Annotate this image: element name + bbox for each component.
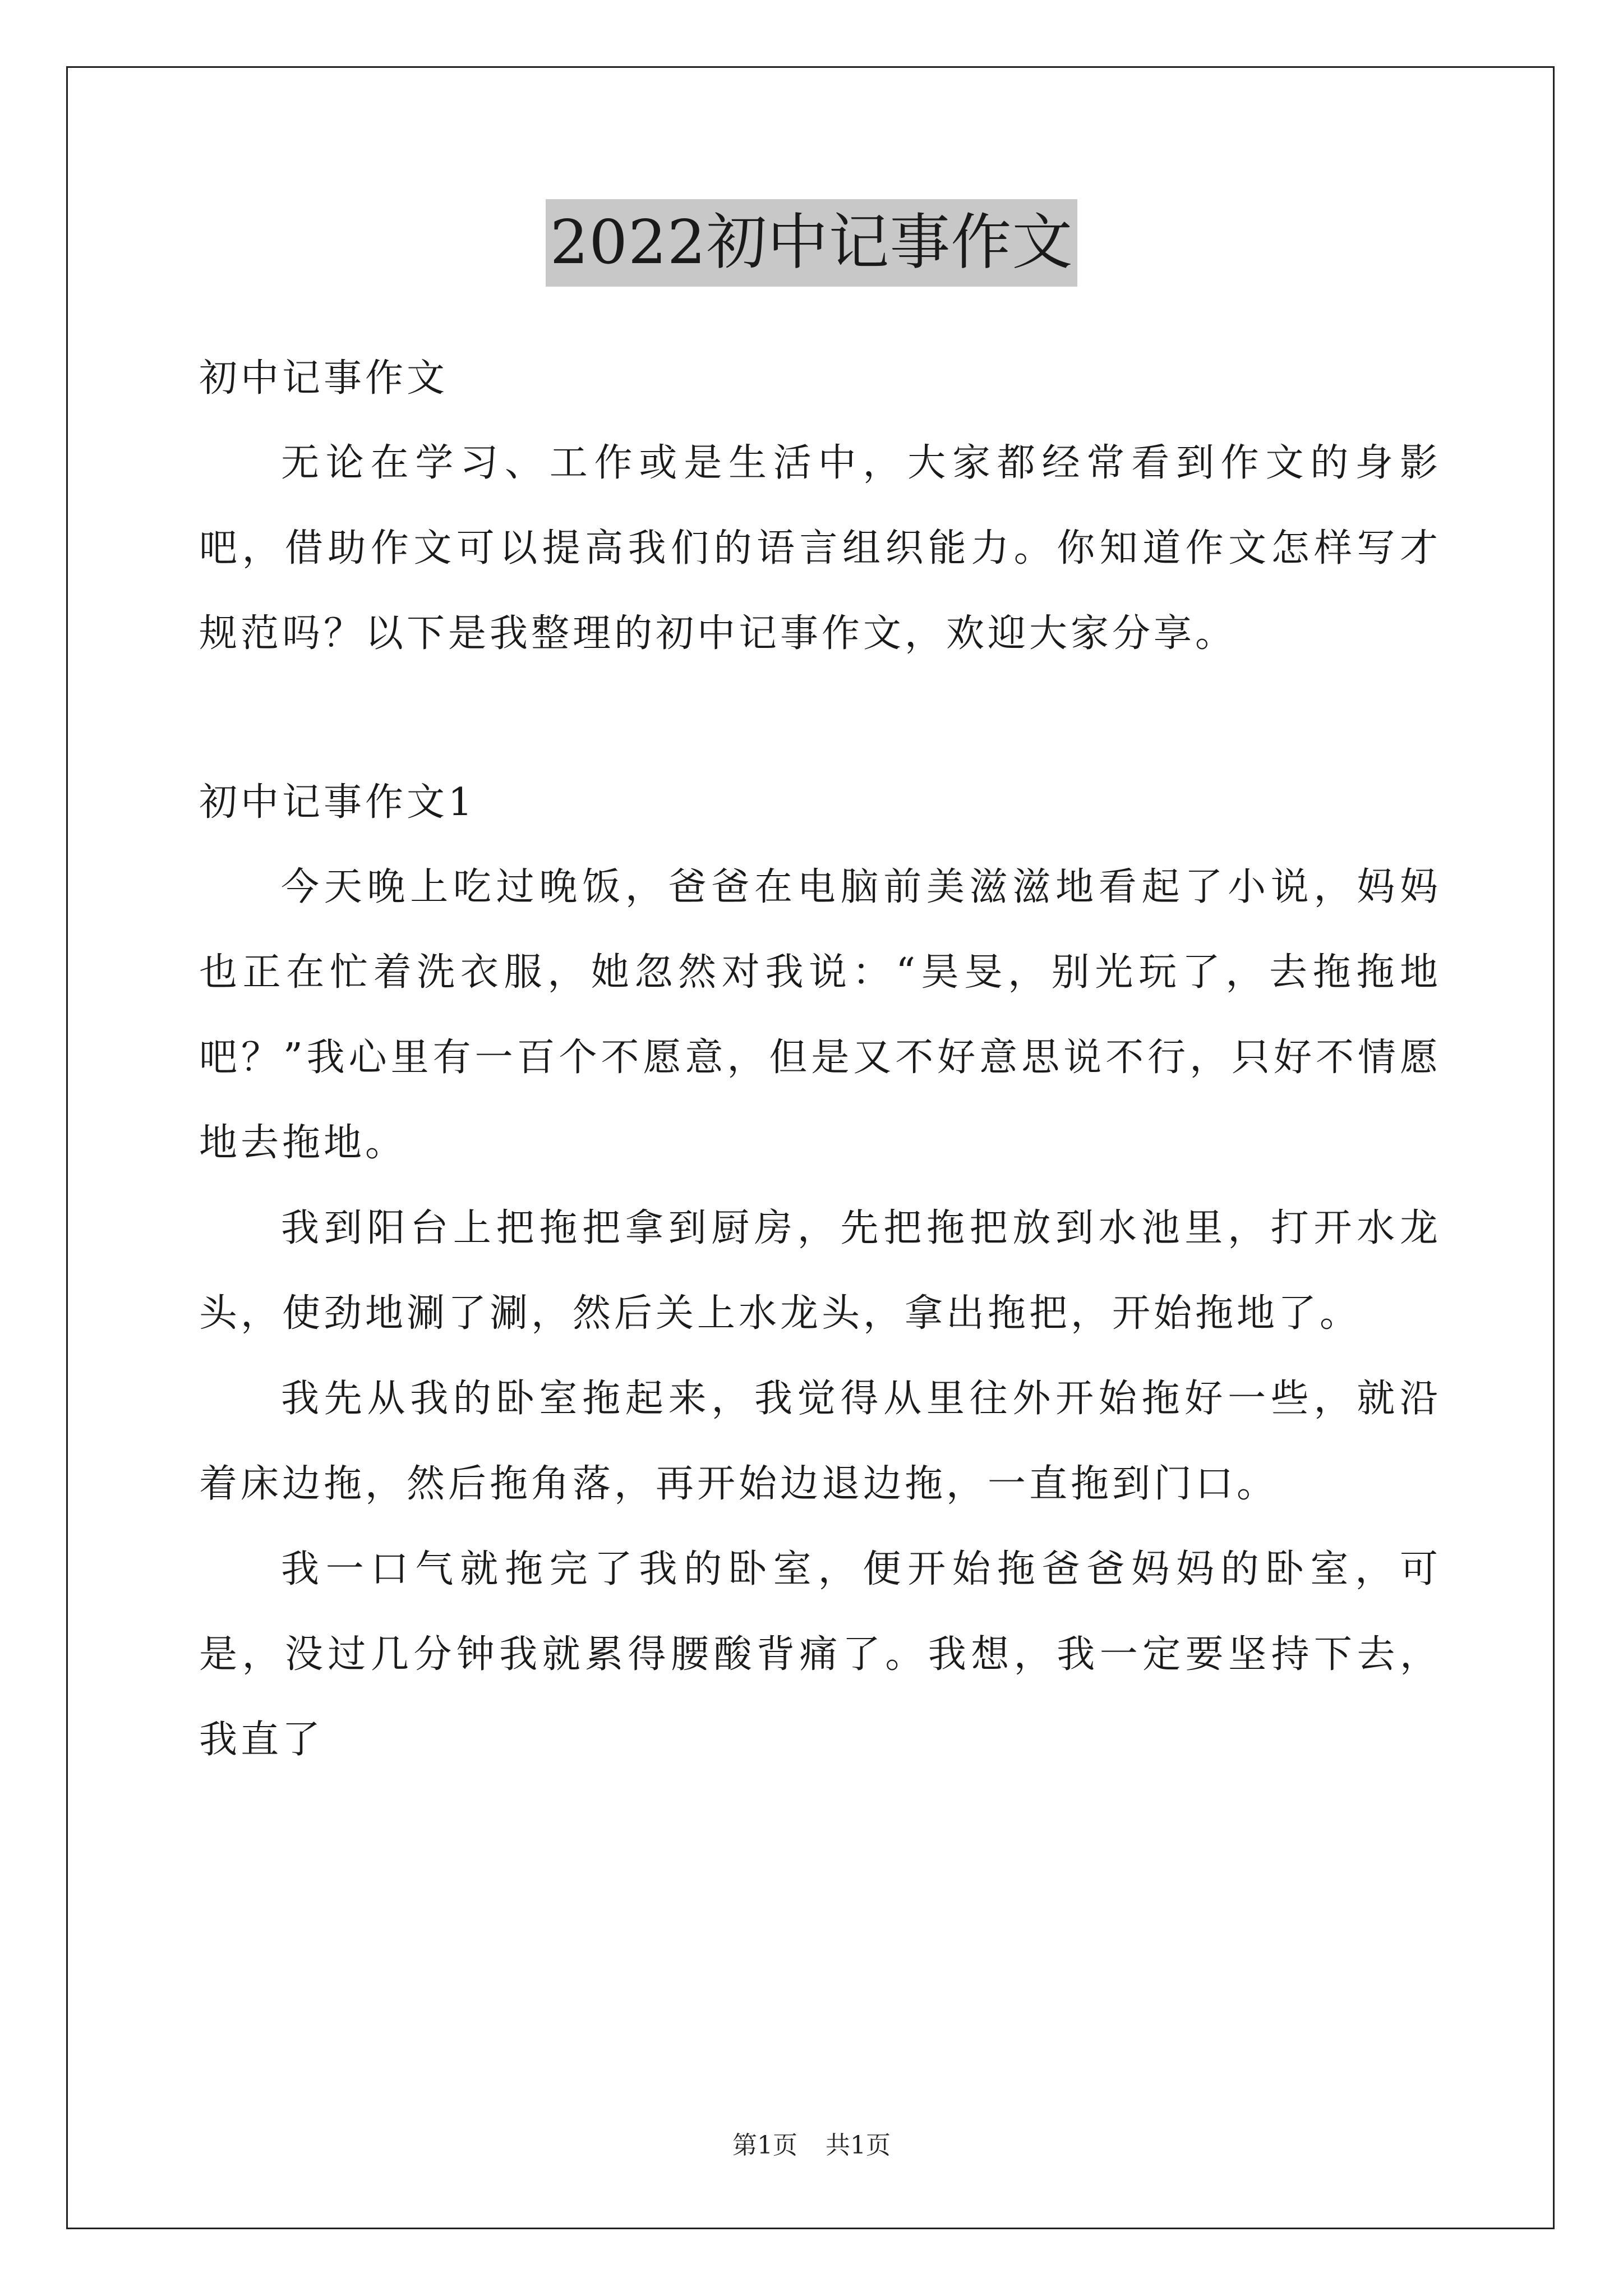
document-title: 2022初中记事作文	[546, 199, 1078, 287]
title-container	[0, 199, 1623, 287]
intro-heading: 初中记事作文	[199, 356, 449, 401]
intro-paragraph: 无论在学习、工作或是生活中，大家都经常看到作文的身影吧，借助作文可以提高我们的语言组织能力。你知道作文怎样写才规范吗？以下是我整理的初中记事作文，欢迎大家分享。	[199, 441, 1441, 656]
essay-paragraph-4: 我一口气就拖完了我的卧室，便开始拖爸爸妈妈的卧室，可是，没过几分钟我就累得腰酸背痛了。我想，我一定要坚持下去，我直了	[199, 1547, 1441, 1762]
section-spacer	[199, 677, 1441, 761]
essay-paragraph-1: 今天晚上吃过晚饭，爸爸在电脑前美滋滋地看起了小说，妈妈也正在忙着洗衣服，她忽然对我说：“昊旻，别光玩了，去拖拖地吧？”我心里有一百个不愿意，但是又不好意思说不行，只好不情愿地去拖地。	[199, 865, 1441, 1165]
document-body	[199, 337, 1441, 1783]
essay-paragraph-2: 我到阳台上把拖把拿到厨房，先把拖把放到水池里，打开水龙头，使劲地涮了涮，然后关上水龙头，拿出拖把，开始拖地了。	[199, 1206, 1441, 1336]
essay-paragraph-3: 我先从我的卧室拖起来，我觉得从里往外开始拖好一些，就沿着床边拖，然后拖角落，再开始边退边拖，一直拖到门口。	[199, 1377, 1441, 1506]
essay-heading: 初中记事作文1	[199, 780, 476, 825]
page-footer	[0, 2129, 1623, 2162]
page-number: 第1页	[732, 2131, 797, 2160]
page-total: 共1页	[826, 2131, 891, 2160]
